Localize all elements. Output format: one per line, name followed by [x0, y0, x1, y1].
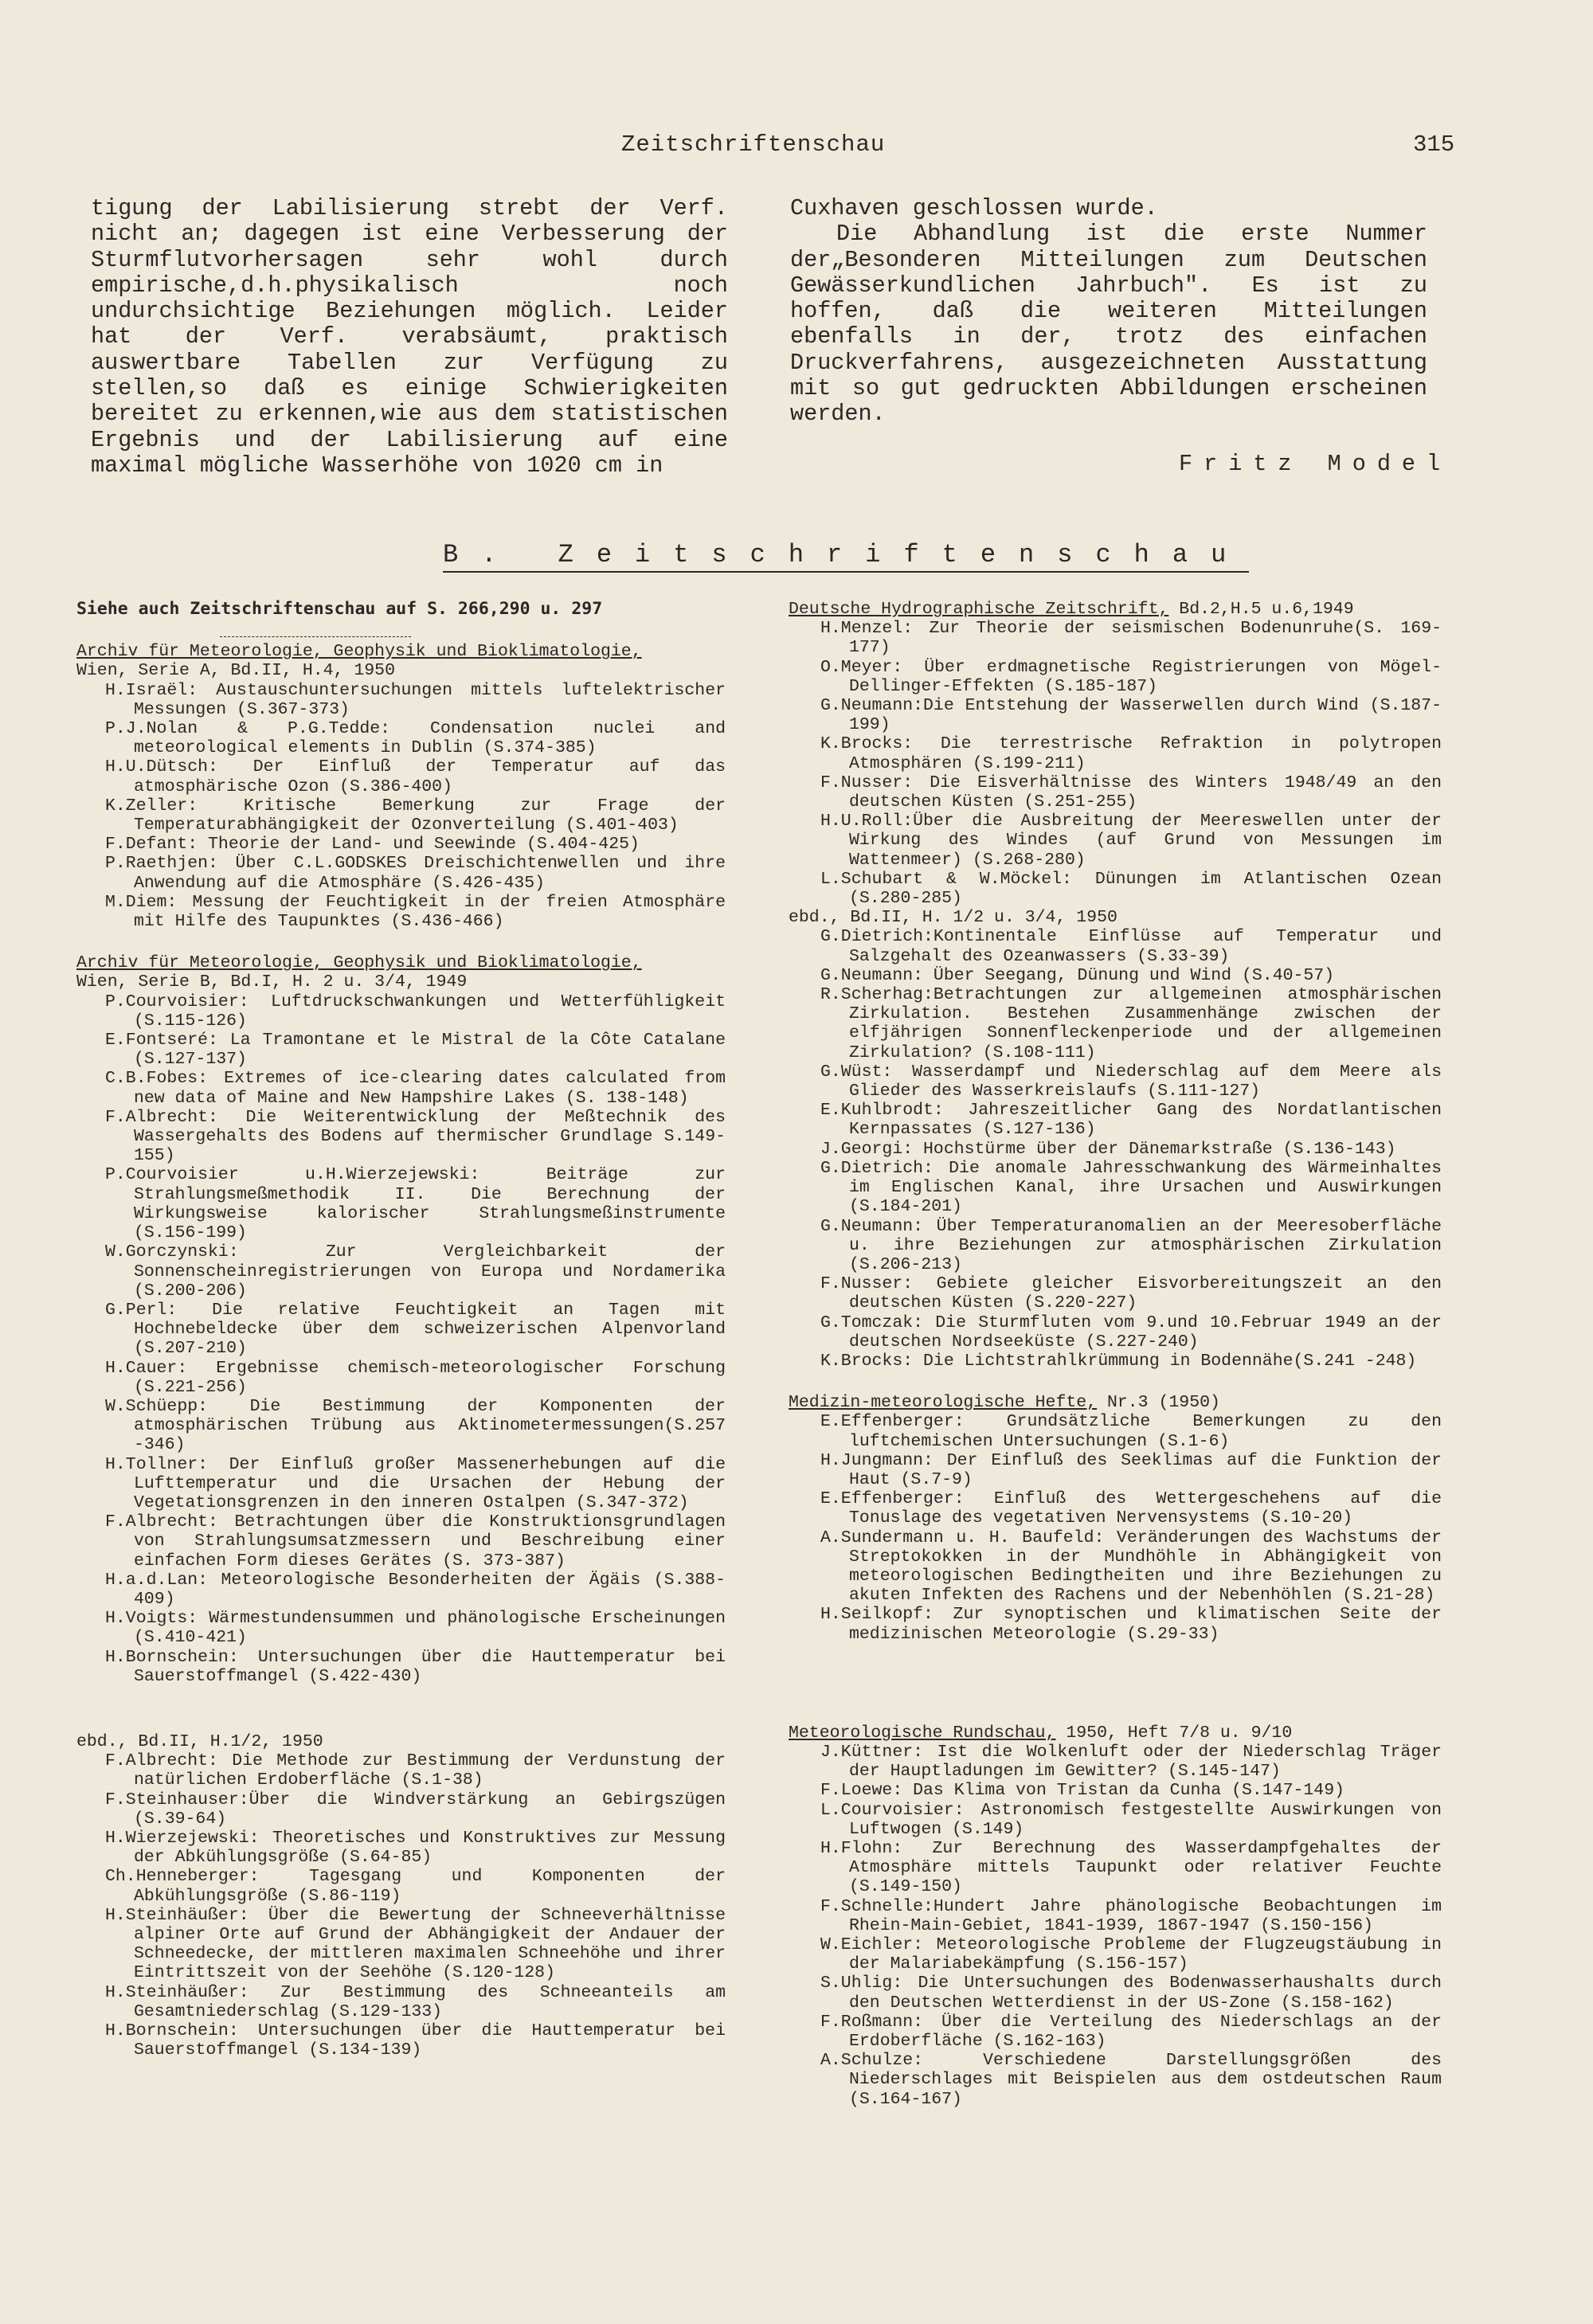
journal-title-text: Meteorologische Rundschau, — [789, 1723, 1056, 1743]
article-entry: G.Tomczak: Die Sturmfluten vom 9.und 10.Februar 1949 an der deutschen Nordseeküste (S.227-240) — [820, 1313, 1442, 1352]
article-entry: J.Georgi: Hochstürme über der Dänemarkstraße (S.136-143) — [820, 1139, 1396, 1159]
article-entry: F.Nusser: Die Eisverhältnisse des Winters 1948/49 an den deutschen Küsten (S.251-255) — [820, 773, 1442, 812]
article-entry: H.U.Roll:Über die Ausbreitung der Meereswellen unter der Wirkung des Windes (auf Grund von Messungen im Wattenmeer) (S.268-280) — [820, 812, 1442, 870]
journal-title — [789, 600, 1442, 619]
article-entry: K.Brocks: Die terrestrische Refraktion in polytropen Atmosphären (S.199-211) — [820, 734, 1442, 773]
article-entry: H.Steinhäußer: Über die Bewertung der Schneeverhältnisse alpiner Orte auf Grund der Abhängigkeit der Andauer der Schneedecke, der mittleren maximalen Schneehöhe und ihrer Eintrittszeit von der Seehöhe (S.120-128) — [105, 1905, 726, 1983]
article-entry: F.Albrecht: Betrachtungen über die Konstruktionsgrundlagen von Strahlungsumsatzmessern und Beschreibung einer einfachen Form dieses Gerätes (S. 373-387) — [105, 1512, 726, 1571]
article-entry: S.Uhlig: Die Untersuchungen des Bodenwasserhaushalts durch den Deutschen Wetterdienst in der US-Zone (S.158-162) — [820, 1974, 1442, 2013]
article-entry: H.Tollner: Der Einfluß großer Massenerhebungen auf die Lufttemperatur und die Ursachen der Hebung der Vegetationsgrenzen in den inneren Ostalpen (S.347-372) — [105, 1454, 726, 1512]
article-entry: G.Wüst: Wasserdampf und Niederschlag auf dem Meere als Glieder des Wasserkreislaufs (S.111-127) — [820, 1062, 1442, 1101]
article-entry: H.Jungmann: Der Einfluß des Seeklimas auf die Funktion der Haut (S.7-9) — [820, 1450, 1442, 1489]
article-entry: H.Cauer: Ergebnisse chemisch-meteorologischer Forschung (S.221-256) — [105, 1358, 726, 1397]
entry-list — [789, 927, 1442, 1371]
entry-list — [789, 1412, 1442, 1643]
article-entry: G.Neumann:Die Entstehung der Wasserwellen durch Wind (S.187-199) — [820, 696, 1442, 735]
reviewer-signature: Fritz Model — [1179, 451, 1452, 477]
article-entry: H.Flohn: Zur Berechnung des Wasserdampfgehaltes der Atmosphäre mittels Taupunkt oder relativer Feuchte (S.149-150) — [820, 1838, 1442, 1897]
article-entry: E.Fontseré: La Tramontane et le Mistral de la Côte Catalane (S.127-137) — [105, 1031, 726, 1070]
article-entry: K.Zeller: Kritische Bemerkung zur Frage der Temperaturabhängigkeit der Ozonverteilung (S.401-403) — [105, 796, 726, 835]
article-entry: A.Sundermann u. H. Baufeld: Veränderungen des Wachstums der Streptokokken in der Mundhöhle in Abhängigkeit von meteorologischen Bedingtheiten und ihre Beziehungen zu akuten Infekten des Rachens und der Nebenhöhlen (S.21-28) — [820, 1528, 1442, 1606]
article-entry: W.Gorczynski: Zur Vergleichbarkeit der Sonnenscheinregistrierungen von Europa und Nordamerika (S.200-206) — [105, 1242, 726, 1301]
article-entry: O.Meyer: Über erdmagnetische Registrierungen von Mögel-Dellinger-Effekten (S.185-187) — [820, 657, 1442, 696]
article-entry: H.Seilkopf: Zur synoptischen und klimatischen Seite der medizinischen Meteorologie (S.29-33) — [820, 1605, 1442, 1644]
article-entry: E.Effenberger: Grundsätzliche Bemerkungen zu den luftchemischen Untersuchungen (S.1-6) — [820, 1412, 1442, 1451]
entry-list — [76, 992, 726, 1686]
entry-list — [76, 1751, 726, 2060]
journal-block — [76, 1732, 726, 2060]
journal-issue: Wien, Serie A, Bd.II, H.4, 1950 — [76, 661, 395, 681]
article-entry: H.a.d.Lan: Meteorologische Besonderheiten der Ägäis (S.388-409) — [105, 1570, 726, 1609]
journal-title — [76, 953, 726, 972]
article-entry: F.Roßmann: Über die Verteilung des Niederschlags an der Erdoberfläche (S.162-163) — [820, 2012, 1442, 2052]
article-entry: L.Courvoisier: Astronomisch festgestellte Auswirkungen von Luftwogen (S.149) — [820, 1800, 1442, 1839]
article-entry: F.Albrecht: Die Weiterentwicklung der Meßtechnik des Wassergehalts des Bodens auf thermischer Grundlage S.149-155) — [105, 1107, 726, 1166]
article-entry: G.Perl: Die relative Feuchtigkeit an Tagen mit Hochnebeldecke über dem schweizerischen Alpenvorland (S.207-210) — [105, 1300, 726, 1359]
article-entry: P.Courvoisier u.H.Wierzejewski: Beiträge zur Strahlungsmeßmethodik II. Die Berechnung der Wirkungsweise kalorischer Strahlungsmeßinstrumente (S.156-199) — [105, 1165, 726, 1243]
article-entry: G.Dietrich: Die anomale Jahresschwankung des Wärmeinhaltes im Englischen Kanal, ihre Ursachen und Auswirkungen (S.184-201) — [820, 1158, 1442, 1217]
journal-block — [789, 600, 1442, 1371]
review-text-right — [790, 196, 1427, 428]
journal-issue: 1950, Heft 7/8 u. 9/10 — [1055, 1723, 1293, 1743]
article-entry: F.Albrecht: Die Methode zur Bestimmung der Verdunstung der natürlichen Erdoberfläche (S.1-38) — [105, 1751, 726, 1790]
article-entry: H.Voigts: Wärmestundensummen und phänologische Erscheinungen (S.410-421) — [105, 1609, 726, 1648]
journal-title — [789, 1393, 1442, 1412]
article-entry: G.Neumann: Über Temperaturanomalien an der Meeresoberfläche u. ihre Beziehungen zur atmosphärischen Zirkulation (S.206-213) — [820, 1216, 1442, 1274]
article-entry: Ch.Henneberger: Tagesgang und Komponenten der Abkühlungsgröße (S.86-119) — [105, 1867, 726, 1906]
journal-issue: ebd., Bd.II, H.1/2, 1950 — [76, 1731, 323, 1751]
review-paragraph: tigung der Labilisierung strebt der Verf. nicht an; dagegen ist eine Verbesserung der Sturmflutvorhersagen sehr wohl durch empirische,d.h.physikalisch noch undurchsichtige Beziehungen möglich. Leider hat der Verf. verabsäumt, praktisch auswertbare Tabellen zur Verfügung zu stellen,so daß es einige Schwierigkeiten bereitet zu erkennen,wie aus dem statistischen Ergebnis und der Labilisierung auf eine maximal mögliche Wasserhöhe von 1020 cm in — [91, 195, 728, 479]
article-entry: P.Raethjen: Über C.L.GODSKES Dreischichtenwellen und ihre Anwendung auf die Atmosphäre (S.426-435) — [105, 854, 726, 893]
review-text-left — [91, 196, 728, 479]
entry-list — [789, 619, 1442, 908]
right-journal-list — [789, 600, 1442, 2109]
article-entry: F.Loewe: Das Klima von Tristan da Cunha (S.147-149) — [820, 1781, 1345, 1801]
article-entry: J.Küttner: Ist die Wolkenluft oder der Niederschlag Träger der Hauptladungen im Gewitter? (S.145-147) — [820, 1742, 1442, 1782]
title-divider — [220, 636, 411, 639]
article-entry: M.Diem: Messung der Feuchtigkeit in der freien Atmosphäre mit Hilfe des Taupunktes (S.436-466) — [105, 892, 726, 932]
review-paragraph: Cuxhaven geschlossen wurde. — [790, 195, 1158, 221]
section-title: B. Zeitschriftenschau — [443, 540, 1249, 573]
article-entry: H.U.Dütsch: Der Einfluß der Temperatur auf das atmosphärische Ozon (S.386-400) — [105, 757, 726, 796]
article-entry: A.Schulze: Verschiedene Darstellungsgrößen des Niederschlages mit Beispielen aus dem ostdeutschen Raum (S.164-167) — [820, 2051, 1442, 2109]
journal-title — [76, 642, 726, 661]
entry-list — [789, 1743, 1442, 2109]
left-journal-list — [76, 636, 726, 2060]
article-entry: E.Effenberger: Einfluß des Wettergeschehens auf die Tonuslage des vegetativen Nervensystems (S.10-20) — [820, 1489, 1442, 1528]
article-entry: F.Defant: Theorie der Land- und Seewinde (S.404-425) — [105, 835, 640, 855]
article-entry: C.B.Fobes: Extremes of ice-clearing dates calculated from new data of Maine and New Hampshire Lakes (S. 138-148) — [105, 1069, 726, 1108]
journal-issue: ebd., Bd.II, H. 1/2 u. 3/4, 1950 — [789, 908, 1117, 928]
journal-block — [76, 953, 726, 1686]
page-number: 315 — [1413, 131, 1455, 158]
article-entry: W.Eichler: Meteorologische Probleme der Flugzeugstäubung in der Malariabekämpfung (S.156-157) — [820, 1935, 1442, 1974]
journal-title-text: Archiv für Meteorologie, Geophysik und Bioklimatologie, — [76, 953, 642, 973]
article-entry: F.Schnelle:Hundert Jahre phänologische Beobachtungen im Rhein-Main-Gebiet, 1841-1939, 1867-1947 (S.150-156) — [820, 1896, 1442, 1935]
article-entry: L.Schubart & W.Möckel: Dünungen im Atlantischen Ozean (S.280-285) — [820, 869, 1442, 909]
journal-issue: Bd.2,H.5 u.6,1949 — [1168, 600, 1354, 619]
journal-block — [789, 1393, 1442, 1644]
journal-title-text: Deutsche Hydrographische Zeitschrift, — [789, 600, 1169, 619]
review-paragraph: Die Abhandlung ist die erste Nummer der„Besonderen Mitteilungen zum Deutschen Gewässerkundlichen Jahrbuch". Es ist zu hoffen, daß die weiteren Mitteilungen ebenfalls in der, trotz des einfachen Druckverfahrens, ausgezeichneten Ausstattung mit so gut gedruckten Abbildungen erscheinen werden. — [790, 221, 1427, 428]
article-entry: K.Brocks: Die Lichtstrahlkrümmung in Bodennähe(S.241 -248) — [820, 1351, 1417, 1371]
article-entry: H.Menzel: Zur Theorie der seismischen Bodenunruhe(S. 169-177) — [820, 619, 1442, 658]
entry-list — [76, 681, 726, 932]
article-entry: G.Dietrich:Kontinentale Einflüsse auf Temperatur und Salzgehalt des Ozeanwassers (S.33-39) — [820, 927, 1442, 966]
article-entry: H.Wierzejewski: Theoretisches und Konstruktives zur Messung der Abkühlungsgröße (S.64-85) — [105, 1828, 726, 1868]
see-also-note: Siehe auch Zeitschriftenschau auf S. 266,290 u. 297 — [76, 599, 603, 619]
article-entry: F.Nusser: Gebiete gleicher Eisvorbereitungszeit an den deutschen Küsten (S.220-227) — [820, 1274, 1442, 1313]
journal-title-text: Medizin-meteorologische Hefte, — [789, 1393, 1098, 1413]
journal-block — [76, 636, 726, 931]
article-entry: H.Bornschein: Untersuchungen über die Hauttemperatur bei Sauerstoffmangel (S.134-139) — [105, 2021, 726, 2060]
running-title: Zeitschriftenschau — [621, 131, 886, 158]
journal-issue: Wien, Serie B, Bd.I, H. 2 u. 3/4, 1949 — [76, 972, 468, 992]
article-entry: E.Kuhlbrodt: Jahreszeitlicher Gang des Nordatlantischen Kernpassates (S.127-136) — [820, 1101, 1442, 1140]
article-entry: H.Bornschein: Untersuchungen über die Hauttemperatur bei Sauerstoffmangel (S.422-430) — [105, 1647, 726, 1686]
article-entry: P.Courvoisier: Luftdruckschwankungen und Wetterfühligkeit (S.115-126) — [105, 992, 726, 1031]
article-entry: P.J.Nolan & P.G.Tedde: Condensation nuclei and meteorological elements in Dublin (S.374-385) — [105, 719, 726, 758]
article-entry: G.Neumann: Über Seegang, Dünung und Wind (S.40-57) — [820, 965, 1335, 985]
journal-block — [789, 1723, 1442, 2109]
article-entry: F.Steinhauser:Über die Windverstärkung an Gebirgszügen (S.39-64) — [105, 1790, 726, 1829]
article-entry: H.Israël: Austauschuntersuchungen mittels luftelektrischer Messungen (S.367-373) — [105, 680, 726, 719]
journal-issue: Nr.3 (1950) — [1097, 1393, 1220, 1413]
journal-title — [789, 1723, 1442, 1743]
article-entry: R.Scherhag:Betrachtungen zur allgemeinen atmosphärischen Zirkulation. Bestehen Zusammenhänge zwischen der elfjährigen Sonnenfleckenperiode und der allgemeinen Zirkulation? (S.108-111) — [820, 985, 1442, 1062]
right-column — [789, 600, 1442, 2130]
journal-title-text: Archiv für Meteorologie, Geophysik und Bioklimatologie, — [76, 642, 642, 662]
article-entry: H.Steinhäußer: Zur Bestimmung des Schneeanteils am Gesamtniederschlag (S.129-133) — [105, 1982, 726, 2021]
article-entry: W.Schüepp: Die Bestimmung der Komponenten der atmosphärischen Trübung aus Aktinometermessungen(S.257 -346) — [105, 1396, 726, 1455]
left-column — [76, 600, 726, 2080]
running-header — [0, 131, 1593, 163]
